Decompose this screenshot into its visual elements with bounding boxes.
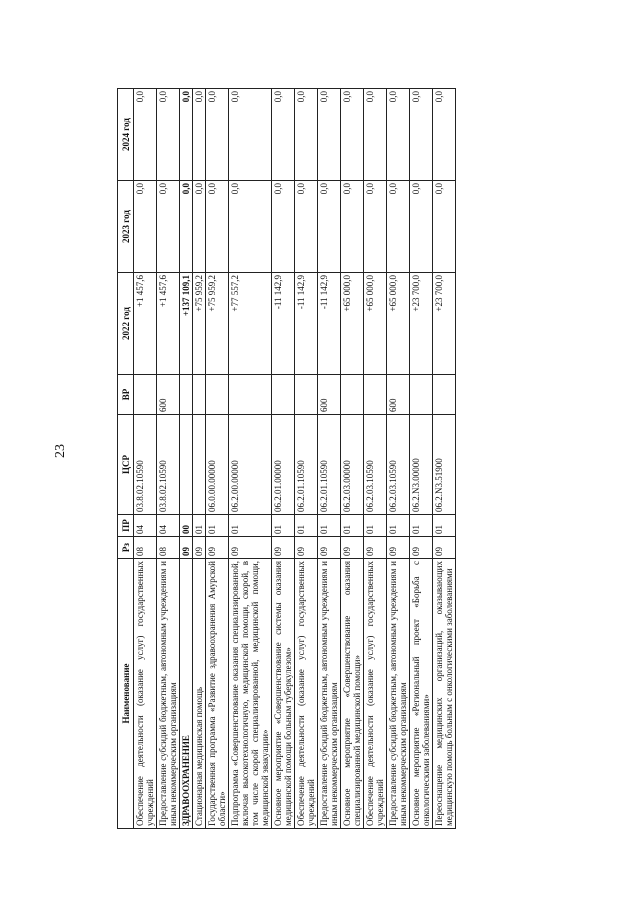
header-2023: 2023 год [118,181,134,273]
cell-y2023: 0,0 [157,181,180,273]
cell-y2024: 0,0 [193,89,206,181]
cell-y2023: 0,0 [387,181,410,273]
cell-vr: 600 [157,375,180,415]
cell-vr: 600 [387,375,410,415]
cell-csr [180,415,193,515]
header-vr: ВР [118,375,134,415]
cell-y2022: +77 557,2 [229,273,272,375]
cell-pr: 01 [295,515,318,537]
cell-vr [180,375,193,415]
cell-rz: 09 [433,537,456,559]
budget-table [117,88,456,829]
cell-rz: 09 [387,537,410,559]
cell-name: Предоставление субсидий бюджетным, автономным учреждениям и иным некоммерческим организациям [318,559,341,829]
table-row [410,89,433,829]
cell-y2024: 0,0 [295,89,318,181]
cell-name: Предоставление субсидий бюджетным, автономным учреждениям и иным некоммерческим организациям [387,559,410,829]
cell-rz: 09 [410,537,433,559]
cell-rz: 09 [318,537,341,559]
cell-pr: 01 [193,515,206,537]
cell-vr [134,375,157,415]
cell-y2022: +65 000,0 [387,273,410,375]
cell-pr: 04 [157,515,180,537]
cell-y2022: -11 142,9 [295,273,318,375]
cell-y2022: +1 457,6 [134,273,157,375]
cell-csr: 06.2.00.00000 [229,415,272,515]
cell-y2022: +75 959,2 [193,273,206,375]
cell-csr: 06.2.01.10590 [295,415,318,515]
table-row [180,89,193,829]
cell-pr: 00 [180,515,193,537]
cell-pr: 01 [272,515,295,537]
cell-rz: 09 [272,537,295,559]
cell-csr: 06.2.01.10590 [318,415,341,515]
cell-vr [229,375,272,415]
cell-name: Переоснащение медицинских организаций, оказывающих медицинскую помощь больным с онкологическими заболеваниями [433,559,456,829]
cell-vr [295,375,318,415]
table-row [193,89,206,829]
header-rz: Рз [118,537,134,559]
cell-vr [341,375,364,415]
cell-name: Подпрограмма «Совершенствование оказания специализированной, включая высокотехнологичную, медицинской помощи, скорой, в том числе скорой специализированной, медицинской помощи, медицинской эвакуации» [229,559,272,829]
cell-csr: 06.2.03.00000 [341,415,364,515]
cell-y2024: 0,0 [433,89,456,181]
cell-y2022: +137 109,1 [180,273,193,375]
cell-rz: 09 [341,537,364,559]
table-row [341,89,364,829]
table-row [229,89,272,829]
cell-vr [206,375,229,415]
cell-csr: 06.2.03.10590 [364,415,387,515]
cell-y2022: +65 000,0 [364,273,387,375]
table-row [157,89,180,829]
cell-rz: 09 [180,537,193,559]
cell-y2024: 0,0 [272,89,295,181]
cell-vr [193,375,206,415]
cell-y2023: 0,0 [295,181,318,273]
cell-name: Государственная программа «Развитие здравоохранения Амурской области» [206,559,229,829]
cell-y2024: 0,0 [364,89,387,181]
cell-name: Основное мероприятие «Совершенствование оказания специализированной медицинской помощи» [341,559,364,829]
table-row [134,89,157,829]
cell-rz: 08 [157,537,180,559]
page-number: 23 [53,444,68,458]
cell-name: Обеспечение деятельности (оказание услуг) государственных учреждений [364,559,387,829]
cell-y2024: 0,0 [157,89,180,181]
cell-y2023: 0,0 [229,181,272,273]
cell-y2023: 0,0 [410,181,433,273]
cell-pr: 01 [410,515,433,537]
cell-pr: 04 [134,515,157,537]
cell-y2024: 0,0 [206,89,229,181]
table-row [295,89,318,829]
cell-rz: 09 [295,537,318,559]
table-row [206,89,229,829]
cell-y2023: 0,0 [193,181,206,273]
table-row [364,89,387,829]
cell-csr: 06.2.N3.00000 [410,415,433,515]
cell-y2022: -11 142,9 [318,273,341,375]
table-row [433,89,456,829]
cell-y2022: +23 700,0 [433,273,456,375]
cell-pr: 01 [341,515,364,537]
cell-y2023: 0,0 [134,181,157,273]
cell-rz: 09 [229,537,272,559]
cell-csr: 03.8.02.10590 [134,415,157,515]
rotated-page [117,89,557,829]
cell-csr: 06.2.N3.51900 [433,415,456,515]
header-2024: 2024 год [118,89,134,181]
cell-y2023: 0,0 [180,181,193,273]
cell-vr [410,375,433,415]
cell-y2024: 0,0 [134,89,157,181]
cell-y2024: 0,0 [410,89,433,181]
cell-y2023: 0,0 [364,181,387,273]
header-csr: ЦСР [118,415,134,515]
cell-vr [433,375,456,415]
cell-pr: 01 [364,515,387,537]
cell-y2024: 0,0 [387,89,410,181]
cell-y2024: 0,0 [180,89,193,181]
cell-y2022: +23 700,0 [410,273,433,375]
cell-rz: 09 [193,537,206,559]
cell-y2022: +75 959,2 [206,273,229,375]
cell-name: Основное мероприятие «Региональный проект «Борьба с онкологическими заболеваниями» [410,559,433,829]
table-row [272,89,295,829]
cell-name: ЗДРАВООХРАНЕНИЕ [180,559,193,829]
table-header-row [118,89,134,829]
cell-pr: 01 [229,515,272,537]
cell-y2024: 0,0 [318,89,341,181]
cell-csr: 06.2.01.00000 [272,415,295,515]
cell-y2024: 0,0 [229,89,272,181]
cell-pr: 01 [433,515,456,537]
cell-y2023: 0,0 [272,181,295,273]
cell-vr [272,375,295,415]
header-name: Наименование [118,559,134,829]
cell-pr: 01 [318,515,341,537]
cell-y2022: -11 142,9 [272,273,295,375]
cell-rz: 09 [364,537,387,559]
table-row [387,89,410,829]
cell-csr: 03.8.02.10590 [157,415,180,515]
cell-y2023: 0,0 [433,181,456,273]
cell-rz: 08 [134,537,157,559]
cell-rz: 09 [206,537,229,559]
cell-name: Обеспечение деятельности (оказание услуг) государственных учреждений [295,559,318,829]
cell-vr [364,375,387,415]
cell-csr: 06.0.00.00000 [206,415,229,515]
cell-name: Стационарная медицинская помощь [193,559,206,829]
cell-pr: 01 [206,515,229,537]
cell-vr: 600 [318,375,341,415]
header-pr: ПР [118,515,134,537]
cell-name: Предоставление субсидий бюджетным, автономным учреждениям и иным некоммерческим организациям [157,559,180,829]
cell-y2023: 0,0 [318,181,341,273]
cell-y2023: 0,0 [341,181,364,273]
cell-csr [193,415,206,515]
table-row [318,89,341,829]
cell-name: Основное мероприятие «Совершенствование системы оказания медицинской помощи больным туберкулезом» [272,559,295,829]
cell-y2023: 0,0 [206,181,229,273]
cell-name: Обеспечение деятельности (оказание услуг) государственных учреждений [134,559,157,829]
cell-y2022: +1 457,6 [157,273,180,375]
header-2022: 2022 год [118,273,134,375]
cell-y2024: 0,0 [341,89,364,181]
cell-y2022: +65 000,0 [341,273,364,375]
cell-pr: 01 [387,515,410,537]
cell-csr: 06.2.03.10590 [387,415,410,515]
